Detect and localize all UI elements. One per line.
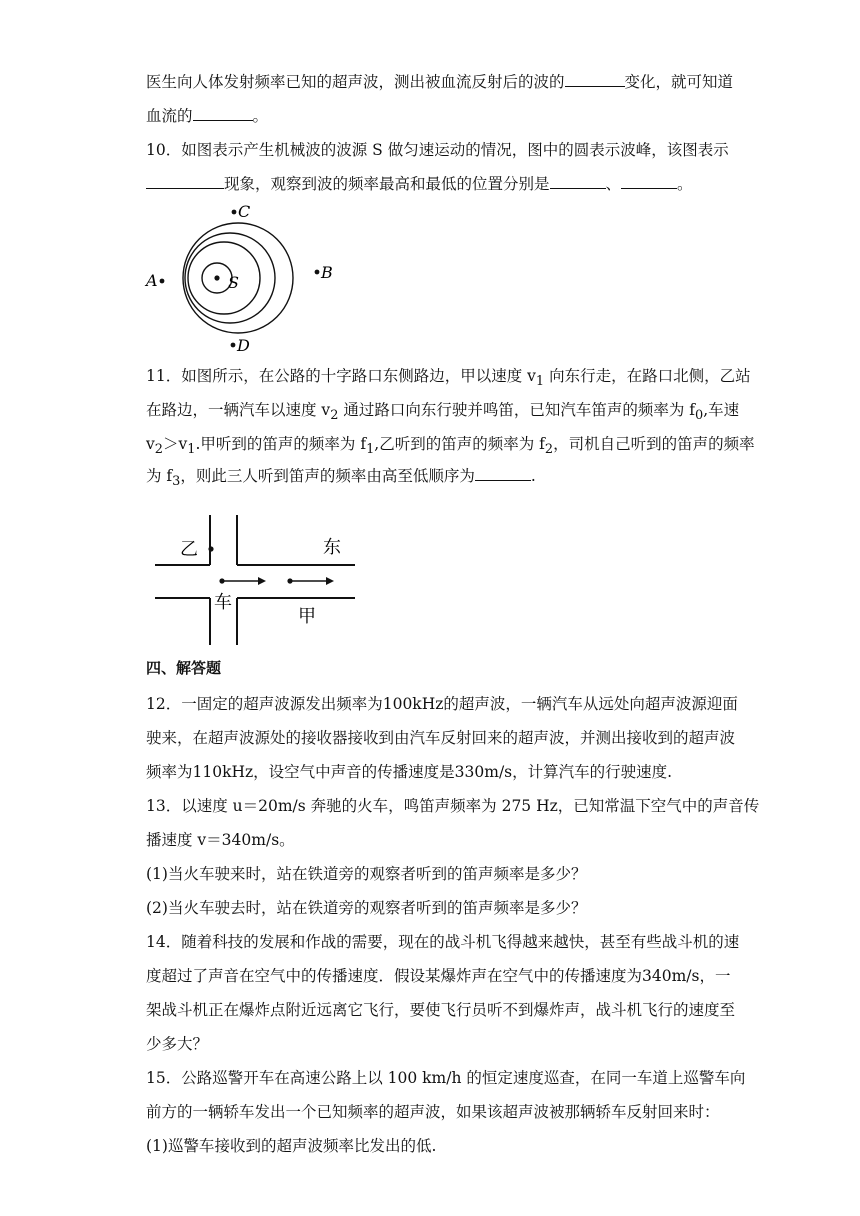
doppler-wavefront-figure xyxy=(140,200,350,360)
question-15-line: (1)巡警车接收到的超声波频率比发出的低. xyxy=(146,1137,437,1155)
answer-blank[interactable] xyxy=(565,72,625,87)
answer-blank[interactable] xyxy=(621,174,677,189)
label-jia: 甲 xyxy=(298,606,316,627)
section-heading: 四、解答题 xyxy=(146,659,222,677)
answer-blank[interactable] xyxy=(550,174,606,189)
intersection-figure xyxy=(150,510,365,650)
question-12-line: 频率为110kHz，设空气中声音的传播速度是330m/s，计算汽车的行驶速度. xyxy=(146,763,673,781)
label-B: B xyxy=(321,263,333,282)
question-11-line: 11．如图所示，在公路的十字路口东侧路边，甲以速度 $v_1$ 向东行走，在路口北侧，乙站 xyxy=(146,367,751,390)
label-C: C xyxy=(238,202,251,221)
label-S: S xyxy=(228,273,239,292)
question-11-line: 为 $f_3$，则此三人听到笛声的频率由高至低顺序为 . xyxy=(146,467,536,490)
question-11-line: 在路边，一辆汽车以速度 $v_2$ 通过路口向东行驶并鸣笛，已知汽车笛声的频率为 $f_0$,车速 xyxy=(146,401,740,424)
question-15-line: 前方的一辆轿车发出一个已知频率的超声波，如果该超声波被那辆轿车反射回来时： xyxy=(146,1103,720,1121)
label-yi: 乙 xyxy=(180,539,198,560)
label-dong: 东 xyxy=(323,537,341,558)
text-line: 血流的 。 xyxy=(146,107,269,125)
answer-blank[interactable] xyxy=(146,174,224,189)
question-10-line: 现象，观察到波的频率最高和最低的位置分别是 、 。 xyxy=(146,174,693,194)
question-14-line: 度超过了声音在空气中的传播速度．假设某爆炸声在空气中的传播速度为340m/s，一 xyxy=(146,967,731,985)
question-14-line: 14．随着科技的发展和作战的需要，现在的战斗机飞得越来越快，甚至有些战斗机的速 xyxy=(146,933,740,951)
text-line: 医生向人体发射频率已知的超声波，测出被血流反射后的波的 变化，就可知道 xyxy=(146,73,734,91)
label-D: D xyxy=(237,336,250,355)
answer-blank[interactable] xyxy=(475,466,531,481)
question-13-line: 13．以速度 u＝20m/s 奔驰的火车，鸣笛声频率为 275 Hz，已知常温下空气中的声音传 xyxy=(146,797,760,815)
label-che: 车 xyxy=(214,592,232,613)
question-13-line: (2)当火车驶去时，站在铁道旁的观察者听到的笛声频率是多少？ xyxy=(146,899,587,917)
question-13-line: (1)当火车驶来时，站在铁道旁的观察者听到的笛声频率是多少？ xyxy=(146,865,587,883)
question-15-line: 15．公路巡警开车在高速公路上以 100 km/h 的恒定速度巡查，在同一车道上巡警车向 xyxy=(146,1069,746,1087)
question-12-line: 驶来，在超声波源处的接收器接收到由汽车反射回来的超声波，并测出接收到的超声波 xyxy=(146,729,736,747)
label-A: A xyxy=(146,271,158,290)
answer-blank[interactable] xyxy=(193,106,253,121)
question-14-line: 少多大？ xyxy=(146,1035,209,1053)
question-12-line: 12．一固定的超声波源发出频率为100kHz的超声波，一辆汽车从远处向超声波源迎面 xyxy=(146,695,738,713)
question-11-line: $v_2>v_1$.甲听到的笛声的频率为 $f_1$,乙听到的笛声的频率为 $f_2$，司机自己听到的笛声的频率 xyxy=(146,435,755,458)
question-10-line: 10．如图表示产生机械波的波源 S 做匀速运动的情况，图中的圆表示波峰，该图表示 xyxy=(146,141,729,159)
question-14-line: 架战斗机正在爆炸点附近远离它飞行，要使飞行员听不到爆炸声，战斗机飞行的速度至 xyxy=(146,1001,736,1019)
question-13-line: 播速度 v＝340m/s。 xyxy=(146,831,295,849)
